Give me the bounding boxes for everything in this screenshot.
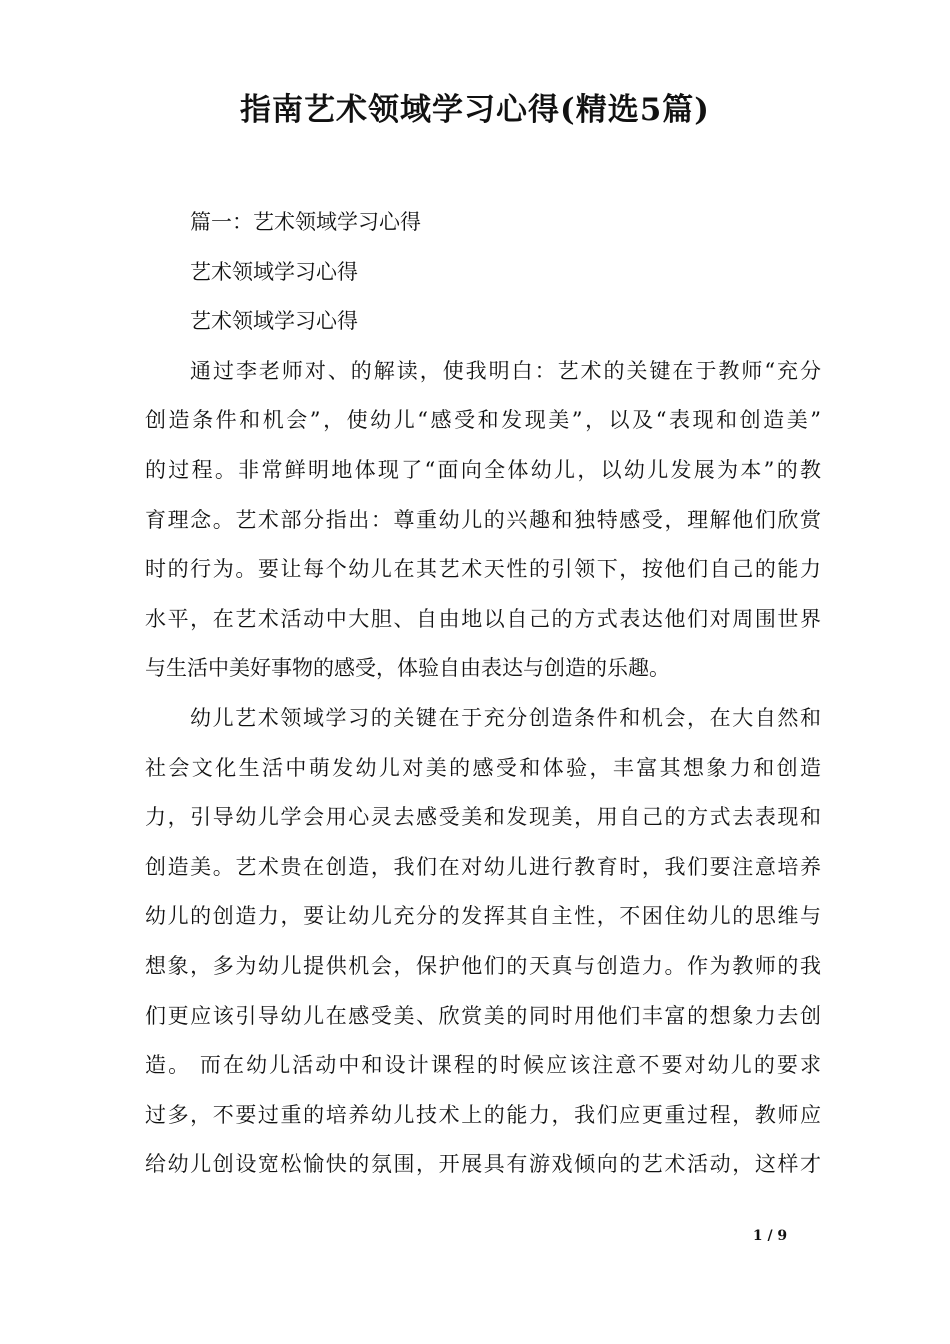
body-line: 力，引导幼儿学会用心灵去感受美和发现美，用自己的方式去表现和 xyxy=(145,805,821,830)
body-line: 社会文化生活中萌发幼儿对美的感受和体验，丰富其想象力和创造 xyxy=(145,755,821,780)
body-line: 艺术领域学习心得 xyxy=(190,259,358,284)
body-line: 造。 而在幼儿活动中和设计课程的时候应该注意不要对幼儿的要求 xyxy=(145,1053,821,1078)
body-line: 艺术领域学习心得 xyxy=(190,309,358,334)
body-line: 们更应该引导幼儿在感受美、欣赏美的同时用他们丰富的想象力去创 xyxy=(145,1003,821,1028)
body-line: 幼儿的创造力，要让幼儿充分的发挥其自主性，不困住幼儿的思维与 xyxy=(145,904,821,929)
body-line: 创造美。艺术贵在创造，我们在对幼儿进行教育时，我们要注意培养 xyxy=(145,854,821,879)
body-line: 时的行为。要让每个幼儿在其艺术天性的引领下，按他们自己的能力 xyxy=(145,557,821,582)
page-number: 1 / 9 xyxy=(752,1228,788,1244)
body-line: 创造条件和机会”，使幼儿“感受和发现美”，以及“表现和创造美” xyxy=(145,408,821,433)
body-line: 想象，多为幼儿提供机会，保护他们的天真与创造力。作为教师的我 xyxy=(145,953,821,978)
body-line: 的过程。非常鲜明地体现了“面向全体幼儿，以幼儿发展为本”的教 xyxy=(145,457,821,482)
document-body xyxy=(145,198,821,1190)
body-line: 育理念。艺术部分指出：尊重幼儿的兴趣和独特感受，理解他们欣赏 xyxy=(145,507,821,532)
section-heading: 篇一：艺术领域学习心得 xyxy=(190,210,421,234)
body-line: 幼儿艺术领域学习的关键在于充分创造条件和机会，在大自然和 xyxy=(190,705,821,730)
body-line: 水平，在艺术活动中大胆、自由地以自己的方式表达他们对周围世界 xyxy=(145,606,821,631)
document-title: 指南艺术领域学习心得(精选5篇) xyxy=(240,92,710,128)
body-line: 通过李老师对、的解读，使我明白：艺术的关键在于教师“充分 xyxy=(190,358,821,383)
body-line: 与生活中美好事物的感受，体验自由表达与创造的乐趣。 xyxy=(145,656,670,681)
body-line: 给幼儿创设宽松愉快的氛围，开展具有游戏倾向的艺术活动，这样才 xyxy=(145,1152,821,1177)
body-line: 过多，不要过重的培养幼儿技术上的能力，我们应更重过程，教师应 xyxy=(145,1102,821,1127)
